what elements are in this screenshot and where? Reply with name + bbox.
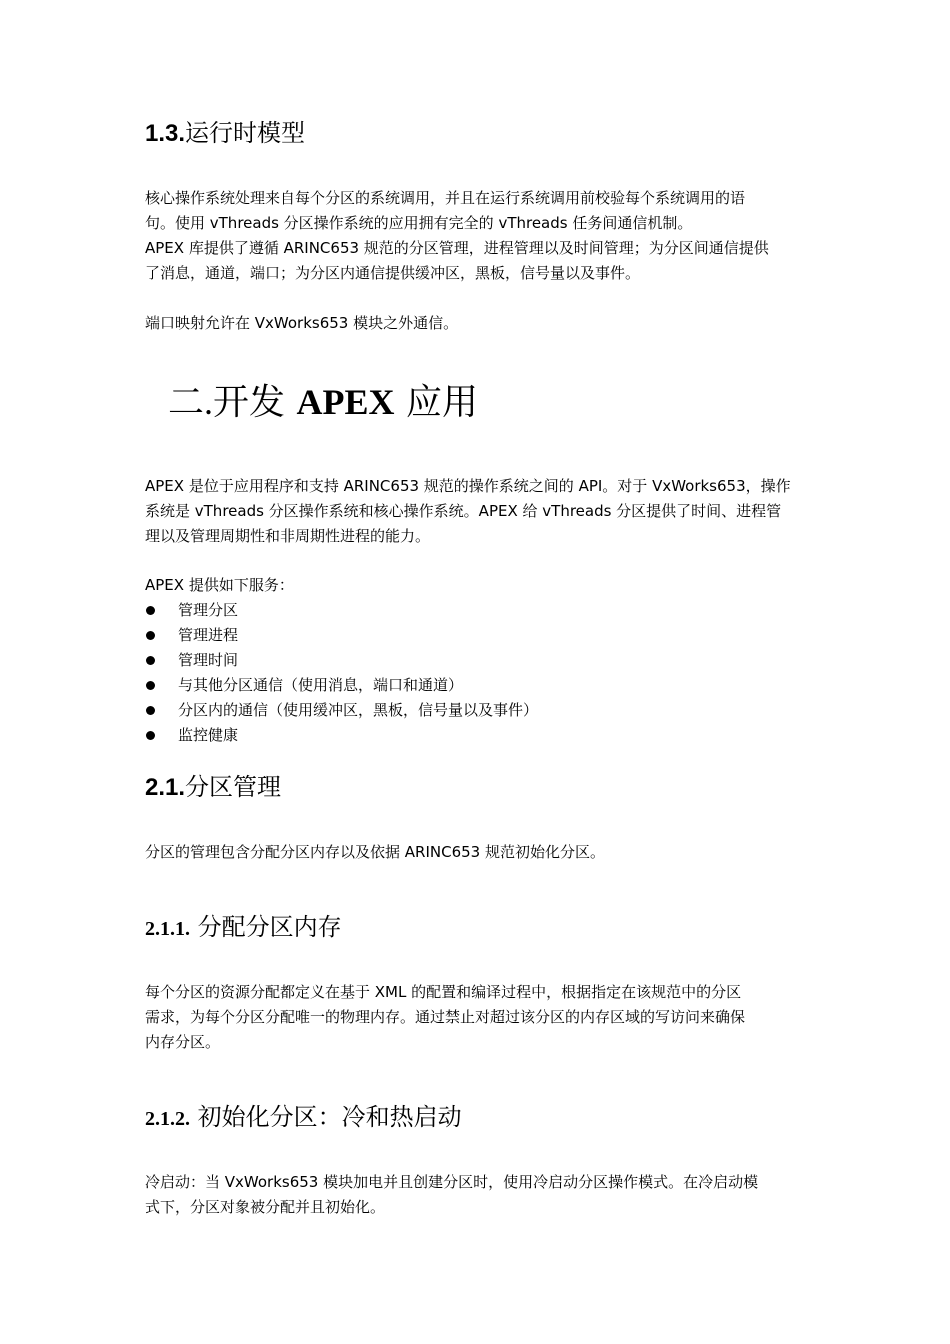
paragraph-services-intro — [145, 573, 809, 598]
list-item — [145, 723, 809, 748]
paragraph-runtime-model — [145, 186, 809, 286]
heading-1-3 — [145, 118, 305, 149]
list-item — [145, 673, 809, 698]
list-item — [145, 623, 809, 648]
heading-title-latin: APEX — [296, 382, 395, 422]
heading-number: 2.1.2. — [145, 1108, 190, 1130]
heading-title: 分配分区内存 — [197, 913, 342, 941]
list-item — [145, 598, 809, 623]
list-item-label: 管理进程 — [178, 626, 239, 644]
paragraph-line: 每个分区的资源分配都定义在基于 XML 的配置和编译过程中，根据指定在该规范中的分区 — [145, 983, 742, 1001]
bullet-icon — [146, 681, 155, 690]
heading-number: 2.1. — [145, 774, 186, 801]
list-item-label: 与其他分区通信（使用消息，端口和通道） — [178, 676, 464, 694]
services-list — [145, 598, 809, 748]
paragraph-line: 内存分区。 — [145, 1033, 221, 1051]
paragraph-line: APEX 是位于应用程序和支持 ARINC653 规范的操作系统之间的 API。对于 VxWorks653，操作 — [145, 477, 791, 495]
heading-2-1-1 — [145, 912, 342, 944]
bullet-icon — [146, 731, 155, 740]
paragraph-line: 需求，为每个分区分配唯一的物理内存。通过禁止对超过该分区的内存区域的写访问来确保 — [145, 1008, 746, 1026]
list-item-label: 管理时间 — [178, 651, 239, 669]
bullet-icon — [146, 631, 155, 640]
list-item-label: 管理分区 — [178, 601, 239, 619]
paragraph-line: 系统是 vThreads 分区操作系统和核心操作系统。APEX 给 vThreads 分区提供了时间、进程管 — [145, 502, 782, 520]
heading-2-1 — [145, 772, 281, 803]
paragraph-port-mapping — [145, 311, 809, 336]
paragraph-apex-intro — [145, 474, 809, 549]
heading-number: 2.1.1. — [145, 918, 190, 940]
bullet-icon — [146, 706, 155, 715]
list-item — [145, 698, 809, 723]
heading-title-cn: 开发 — [213, 382, 286, 423]
paragraph-line: 端口映射允许在 VxWorks653 模块之外通信。 — [145, 314, 459, 332]
list-item — [145, 648, 809, 673]
paragraph-line: 式下，分区对象被分配并且初始化。 — [145, 1198, 386, 1216]
paragraph-partition-management — [145, 840, 809, 865]
heading-title: 分区管理 — [185, 773, 282, 801]
list-item-label: 监控健康 — [178, 726, 239, 744]
paragraph-line: 冷启动：当 VxWorks653 模块加电并且创建分区时，使用冷启动分区操作模式。在冷启动模 — [145, 1173, 759, 1191]
bullet-icon — [146, 606, 155, 615]
paragraph-line: 句。使用 vThreads 分区操作系统的应用拥有完全的 vThreads 任务间通信机制。 — [145, 214, 693, 232]
paragraph-line: APEX 库提供了遵循 ARINC653 规范的分区管理，进程管理以及时间管理；为分区间通信提供 — [145, 239, 769, 257]
paragraph-line: 理以及管理周期性和非周期性进程的能力。 — [145, 527, 431, 545]
heading-title: 初始化分区：冷和热启动 — [197, 1103, 462, 1131]
heading-number: 1.3. — [145, 120, 186, 147]
paragraph-cold-start — [145, 1170, 809, 1220]
paragraph-line: APEX 提供如下服务： — [145, 576, 294, 594]
paragraph-line: 了消息，通道，端口；为分区内通信提供缓冲区，黑板，信号量以及事件。 — [145, 264, 641, 282]
paragraph-allocate-memory — [145, 980, 809, 1055]
list-item-label: 分区内的通信（使用缓冲区，黑板，信号量以及事件） — [178, 701, 539, 719]
paragraph-line: 分区的管理包含分配分区内存以及依据 ARINC653 规范初始化分区。 — [145, 843, 605, 861]
paragraph-line: 核心操作系统处理来自每个分区的系统调用，并且在运行系统调用前校验每个系统调用的语 — [145, 189, 746, 207]
heading-title-suffix: 应用 — [405, 382, 478, 423]
heading-title: 运行时模型 — [185, 119, 306, 147]
heading-2-1-2 — [145, 1102, 462, 1134]
heading-number: 二. — [168, 382, 214, 422]
bullet-icon — [146, 656, 155, 665]
heading-chapter-2 — [168, 380, 478, 425]
